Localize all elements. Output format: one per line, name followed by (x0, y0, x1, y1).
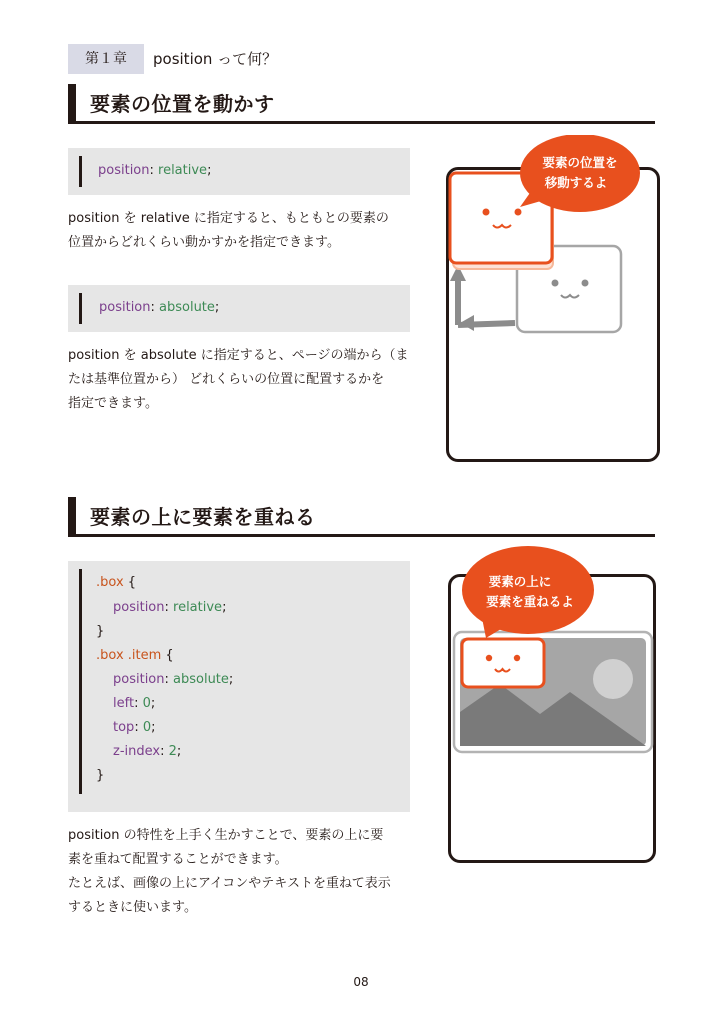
code-value: 0 (142, 696, 151, 711)
code-bar (79, 156, 82, 187)
code-line: position: absolute; (113, 672, 234, 687)
code-value: absolute (159, 300, 215, 315)
text-line: position を relative に指定すると、もともとの要素の (68, 211, 389, 226)
bubble-line: 移動するよ (544, 175, 608, 190)
text-line: 素を重ねて配置することができます。 (68, 852, 288, 867)
eye-icon (582, 280, 589, 287)
text-line: たとえば、画像の上にアイコンやテキストを重ねて表示 (68, 876, 391, 891)
code-property: position (113, 600, 165, 615)
code-property: left (113, 696, 135, 711)
eye-icon (552, 280, 559, 287)
chapter-title: position って何？ (153, 50, 278, 68)
text-line: 位置からどれくらい動かすかを指定できます。 (68, 235, 340, 250)
eye-icon (483, 209, 490, 216)
overlay-item (462, 639, 544, 687)
code-line: position: absolute; (99, 300, 220, 315)
section-heading-move (68, 84, 655, 124)
code-selector: .box (96, 575, 124, 590)
eye-icon (515, 209, 522, 216)
code-block-relative (68, 148, 410, 195)
sun-icon (593, 659, 633, 699)
code-property: z-index (113, 744, 161, 759)
code-value: 0 (142, 720, 152, 735)
text-line: position を absolute に指定すると、ページの端から（ま (68, 348, 409, 363)
code-bar (79, 293, 82, 324)
speech-bubble (462, 546, 594, 634)
code-line: } (96, 624, 105, 639)
illustration-move (440, 135, 670, 345)
code-property: position (98, 163, 150, 178)
code-line: } (96, 768, 105, 783)
section-heading-text: 要素の上に要素を重ねる (90, 505, 316, 529)
code-line: z-index: 2; (113, 744, 182, 759)
text-line: たは基準位置から） どれくらいの位置に配置するかを (68, 372, 385, 387)
paragraph-relative (68, 207, 416, 255)
section-heading-text: 要素の位置を動かす (90, 92, 275, 116)
bubble-line: 要素の上に (488, 574, 552, 589)
code-property: position (99, 300, 151, 315)
page-number: 08 (353, 975, 369, 989)
code-line: left: 0; (113, 696, 156, 711)
code-bar (79, 569, 82, 794)
code-line: .box .item { (96, 648, 174, 663)
text-line: position の特性を上手く生かすことで、要素の上に要 (68, 828, 384, 843)
code-selector: .box .item (96, 648, 162, 663)
code-line: top: 0; (113, 720, 156, 735)
code-line: position: relative; (98, 163, 212, 178)
bubble-line: 要素を重ねるよ (486, 594, 574, 609)
paragraph-overlap (68, 824, 416, 920)
eye-icon (486, 655, 492, 661)
text-line: するときに使います。 (68, 900, 197, 915)
code-line: .box { (96, 575, 137, 590)
section-heading-overlap (68, 497, 655, 537)
bubble-line: 要素の位置を (542, 155, 618, 170)
code-value: relative (173, 600, 223, 615)
text-line: 指定できます。 (68, 396, 158, 411)
code-line: position: relative; (113, 600, 227, 615)
paragraph-absolute (68, 344, 416, 416)
eye-icon (514, 655, 520, 661)
code-property: top (113, 720, 135, 735)
code-value: absolute (173, 672, 229, 687)
illustration-overlap (448, 542, 660, 762)
code-property: position (113, 672, 165, 687)
code-value: 2 (168, 744, 177, 759)
chapter-badge: 第１章 (68, 44, 144, 74)
code-value: relative (158, 163, 208, 178)
code-block-absolute (68, 285, 410, 332)
code-block-overlap (68, 561, 410, 812)
